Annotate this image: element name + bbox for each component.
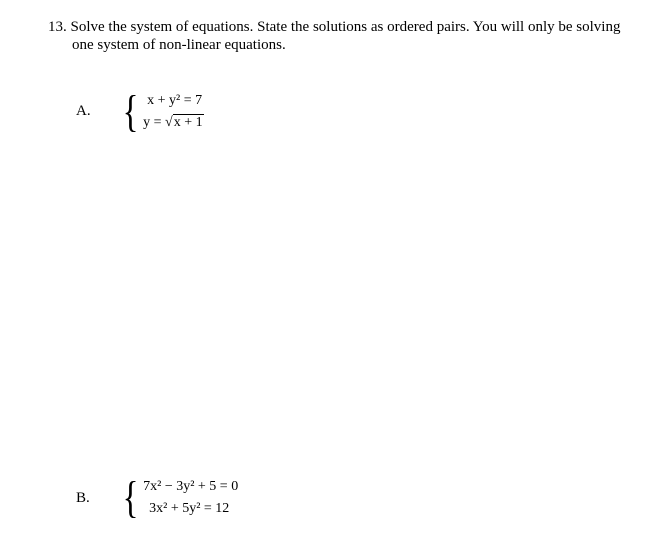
part-a-equations — [143, 90, 204, 134]
part-b-system — [120, 473, 239, 522]
part-b-label: B. — [76, 490, 90, 506]
part-b-equation-1: 7x² − 3y² + 5 = 0 — [143, 479, 239, 494]
part-b-equations — [143, 476, 238, 520]
question-line-1: 13. Solve the system of equations. State the solutions as ordered pairs. You will only be solving — [48, 19, 621, 35]
left-brace-icon: { — [122, 473, 139, 522]
part-a-equation-2 — [143, 112, 204, 134]
part-b-equation-2: 3x² + 5y² = 12 — [149, 501, 230, 516]
square-root — [165, 112, 204, 134]
question-text — [48, 18, 648, 54]
part-a-radicand: x + 1 — [173, 115, 203, 130]
question-line-2: one system of non-linear equations. — [72, 37, 286, 53]
left-brace-icon: { — [122, 87, 139, 136]
part-a-equation-1: x + y² = 7 — [147, 93, 203, 108]
part-a-equation-2-lhs: y = — [143, 115, 162, 130]
part-a-system — [120, 87, 204, 136]
radical-sign-icon: √ — [165, 115, 173, 130]
part-a-label: A. — [76, 103, 91, 119]
